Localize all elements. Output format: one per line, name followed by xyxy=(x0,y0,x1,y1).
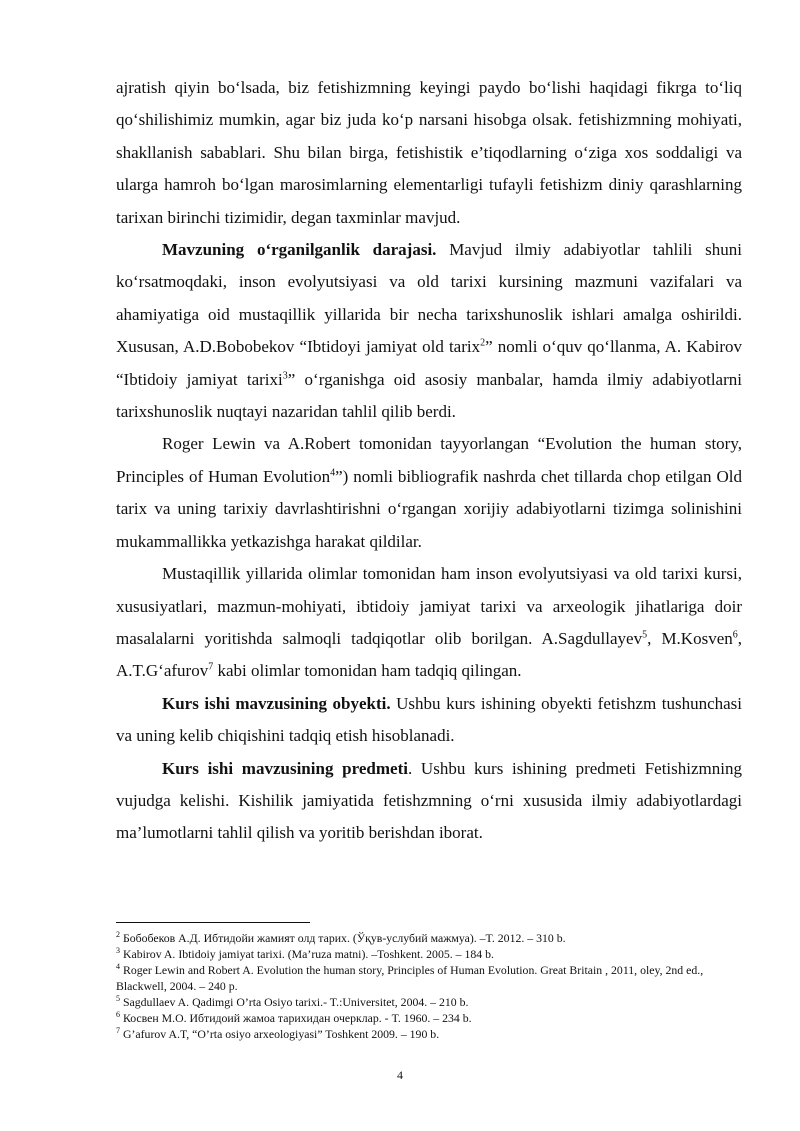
footnote-number: 4 xyxy=(116,962,120,972)
body-text xyxy=(116,72,742,850)
footnote xyxy=(116,962,746,994)
paragraph-text: , A.T.G‘afurov xyxy=(116,628,742,681)
heading-subject: Kurs ishi mavzusining predmeti xyxy=(162,758,408,778)
paragraph-text: kabi olimlar tomonidan ham tadqiq qilingan. xyxy=(213,661,522,681)
heading-research-degree: Mavzuning o‘rganilganlik darajasi. xyxy=(162,240,437,260)
paragraph-text: ” o‘rganishga oid asosiy manbalar, hamda ilmiy adabiyotlarni tarixshunoslik nuqtayi nazaridan tahlil qilib berdi. xyxy=(116,369,742,422)
footnote-ref: 3 xyxy=(282,370,288,381)
footnote xyxy=(116,930,746,946)
footnote-text: Roger Lewin and Robert A. Evolution the human story, Principles of Human Evolution. Great Britain , 2011, oley, 2nd ed., Blackwell, 2004. – 240 p. xyxy=(116,963,704,993)
footnote-number: 2 xyxy=(116,930,120,940)
footnote-number: 6 xyxy=(116,1010,120,1020)
footnote-ref: 2 xyxy=(480,337,486,349)
paragraph-subject xyxy=(116,753,742,850)
footnote-divider xyxy=(116,922,310,923)
footnote-ref: 6 xyxy=(732,629,738,641)
footnote xyxy=(116,994,746,1010)
page-number: 4 xyxy=(397,1068,403,1082)
footnote-number: 7 xyxy=(116,1026,120,1036)
heading-object: Kurs ishi mavzusining obyekti. xyxy=(162,693,391,713)
paragraph-research-degree xyxy=(116,234,742,428)
footnote xyxy=(116,1026,746,1042)
footnote-ref: 7 xyxy=(208,661,214,673)
paragraph-text: Mavjud ilmiy adabiyotlar tahlili shuni ko‘rsatmoqdaki, inson evolyutsiyasi va old tarixi kursining mazmuni vazifalari va ahamiyatiga oid mustaqillik yillarida bir necha tarixshunoslik ishlari amalga oshirildi. Xususan, A.D.Bobobekov “Ibtidoyi jamiyat old tarix xyxy=(116,240,742,357)
paragraph-independence xyxy=(116,558,742,688)
footnote xyxy=(116,1010,746,1026)
paragraph-text: Ushbu kurs ishining obyekti fetishzm tushunchasi va uning kelib chiqishini tadqiq etish hisoblanadi. xyxy=(116,693,742,746)
paragraph-1: ajratish qiyin bo‘lsada, biz fetishizmning keyingi paydo bo‘lishi haqidagi fikrga to‘liq qo‘shilishimiz mumkin, agar biz juda ko‘p narsani hisobga olsak. fetishizmning mohiyati, shakllanish sabablari. Shu bilan birga, fetishistik e’tiqodlarning o‘ziga xos soddaligi va ularga hamroh bo‘lgan marosimlarning elementarligi tufayli fetishizm diniy qarashlarning tarixan birinchi tizimidir, degan taxminlar mavjud. xyxy=(116,78,742,227)
paragraph-text: Mustaqillik yillarida olimlar tomonidan ham inson evolyutsiyasi va old tarixi kursi, xususiyatlari, mazmun-mohiyati, ibtidoiy jamiyat tarixi va arxeologik jihatlariga doir masalalarni yoritishda salmoqli tadqiqotlar olib borilgan. A.Sagdullayev xyxy=(116,564,742,648)
paragraph-lewin xyxy=(116,428,742,558)
paragraph-text: Roger Lewin va A.Robert tomonidan tayyorlangan “Evolution the human story, Principles of Human Evolution xyxy=(116,434,742,486)
footnote xyxy=(116,946,746,962)
footnote-ref: 4 xyxy=(330,467,336,479)
paragraph-text: . Ushbu kurs ishining predmeti Fetishizmning vujudga kelishi. Kishilik jamiyatida fetishzmning o‘rni xususida ilmiy adabiyotlardagi ma’lumotlarni tahlil qilish va yoritib berishdan iborat. xyxy=(116,758,742,843)
footnote-text: Kabirov A. Ibtidoiy jamiyat tarixi. (Ma’ruza matni). –Toshkent. 2005. – 184 b. xyxy=(120,947,494,961)
footnote-ref: 5 xyxy=(642,629,648,641)
paragraph-text: ” nomli o‘quv qo‘llanma, A. Kabirov “Ibtidoiy jamiyat tarixi xyxy=(116,337,742,389)
footnote-number: 3 xyxy=(116,946,120,956)
paragraph-text: ”) nomli bibliografik nashrda chet tillarda chop etilgan Old tarix va uning tarixiy davrlashtirishni o‘rgangan xorijiy adabiyotlarni tizimga solinishini mukammallikka yetkazishga harakat qildilar. xyxy=(116,466,742,551)
footnote-text: G’afurov A.T, “O’rta osiyo arxeologiyasi” Toshkent 2009. – 190 b. xyxy=(120,1027,440,1041)
paragraph-text: , M.Kosven xyxy=(647,628,733,648)
footnote-text: Косвен М.О. Ибтидоий жамоа тарихидан очерклар. - T. 1960. – 234 b. xyxy=(120,1011,472,1025)
footnote-number: 5 xyxy=(116,994,120,1004)
paragraph-object xyxy=(116,688,742,753)
footnote-text: Бобобеков А.Д. Ибтидойи жамият олд тарих. (Ўқув-услубий мажмуа). –T. 2012. – 310 b. xyxy=(120,931,566,945)
footnote-text: Sagdullaev A. Qadimgi O’rta Osiyo tarixi.- T.:Universitet, 2004. – 210 b. xyxy=(120,995,469,1009)
footnotes xyxy=(116,930,746,1042)
